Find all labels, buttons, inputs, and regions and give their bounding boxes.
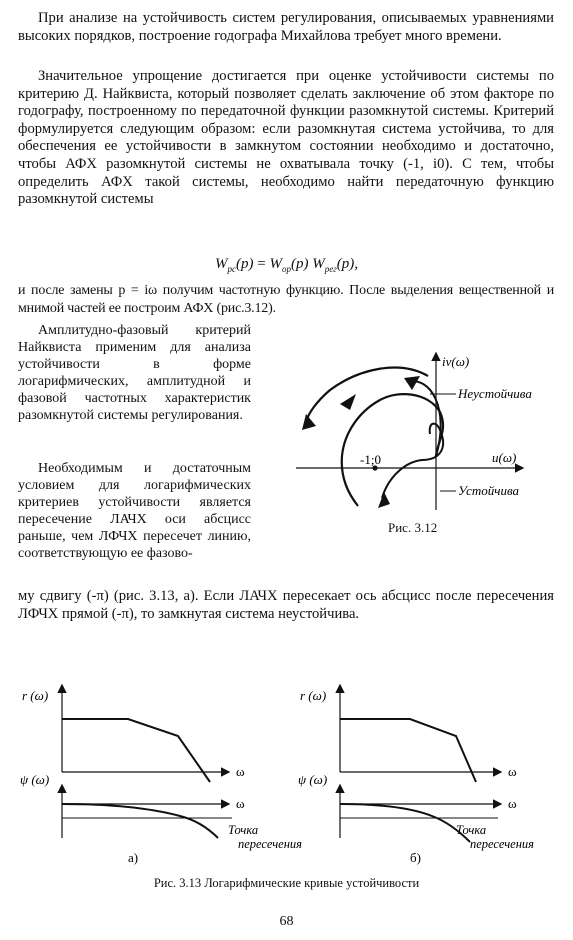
formula-w3: W bbox=[312, 256, 325, 272]
panel-a-omega-2: ω bbox=[236, 796, 245, 811]
unstable-curve bbox=[342, 394, 443, 506]
formula-arg1: (p) bbox=[236, 256, 254, 272]
unstable-curve-arrow bbox=[340, 394, 356, 410]
formula-w1: W bbox=[215, 256, 228, 272]
panel-b-omega-2: ω bbox=[508, 796, 517, 811]
panel-a-point-2: пересечения bbox=[238, 837, 302, 851]
formula-sub-reg: рег bbox=[324, 264, 337, 274]
panel-b-point-1: Точка bbox=[456, 823, 487, 837]
panel-b-lfchh bbox=[340, 804, 470, 842]
y-axis-label: iv(ω) bbox=[442, 354, 470, 369]
figure-3-12-caption: Рис. 3.12 bbox=[388, 520, 438, 535]
panel-b-point-2: пересечения bbox=[470, 837, 534, 851]
panel-b-omega-1: ω bbox=[508, 764, 517, 779]
figure-3-13-caption: Рис. 3.13 Логарифмические кривые устойчивости bbox=[153, 876, 420, 890]
panel-a-lfchh bbox=[62, 804, 218, 838]
column-paragraph-1: Амплитудно-фазовый критерий Найквиста применим для анализа устойчивости в форме логарифмических, амплитудной и фазовой частотных характеристик разомкнутой системы регулирования. bbox=[18, 323, 251, 423]
paragraph-1: При анализе на устойчивость систем регулирования, описываемых уравнениями высоких порядков, построение годографа Михайлова требует много времени. bbox=[18, 10, 554, 44]
panel-b bbox=[298, 686, 534, 865]
transfer-function-formula bbox=[0, 256, 573, 274]
panel-b-letter: б) bbox=[410, 850, 421, 865]
nyquist-figure bbox=[280, 348, 550, 518]
panel-a-letter: а) bbox=[128, 850, 139, 865]
panel-b-psi-label: ψ (ω) bbox=[298, 772, 328, 787]
stable-label: Устойчива bbox=[458, 483, 520, 498]
panel-a-point-1: Точка bbox=[228, 823, 259, 837]
x-axis-label: u(ω) bbox=[492, 450, 517, 465]
paragraph-2: Значительное упрощение достигается при оценке устойчивости системы по критерию Д. Найквиста, который позволяет сделать заключение об этом факторе по годографу, построенному по передаточной функции разомкнутой системы. Критерий формулируется следующим образом: если разомкнутая система устойчива, то для обеспечения ее устойчивости в замкнутом состоянии необходимо и достаточно, чтобы АФХ разомкнутой системы не охватывала точку (-1, i0). С тем, чтобы определить АФХ такой системы, необходимо найти передаточную функцию разомкнутой системы bbox=[18, 68, 554, 208]
formula-sub-rs: рс bbox=[227, 264, 236, 274]
stable-curve-arrow bbox=[378, 492, 390, 508]
panel-b-r-label: r (ω) bbox=[300, 688, 327, 703]
formula-w2: W bbox=[269, 256, 282, 272]
critical-point-label: -1;0 bbox=[360, 452, 381, 467]
formula-eq: = bbox=[253, 256, 270, 272]
page-number: 68 bbox=[279, 914, 294, 929]
log-curves-figure bbox=[0, 670, 573, 870]
panel-a-omega-1: ω bbox=[236, 764, 245, 779]
formula-arg2: (p) bbox=[290, 256, 309, 272]
stable-curve bbox=[382, 424, 443, 498]
panel-a-psi-label: ψ (ω) bbox=[20, 772, 50, 787]
paragraph-3: и после замены p = iω получим частотную функцию. После выделения вещественной и мнимой частей ее построим АФХ (рис.3.12). bbox=[18, 283, 554, 316]
panel-a bbox=[20, 686, 302, 865]
paragraph-4: му сдвигу (-π) (рис. 3.13, а). Если ЛАЧХ пересекает ось абсцисс после пересечения ЛФЧХ прямой (-π), то замкнутая система неустойчива. bbox=[18, 588, 554, 622]
unstable-curve-top-arrow bbox=[404, 376, 420, 390]
unstable-label: Неустойчива bbox=[458, 386, 532, 401]
panel-a-r-label: r (ω) bbox=[22, 688, 49, 703]
formula-end: (p), bbox=[336, 256, 358, 272]
formula-sub-or: ор bbox=[281, 264, 291, 274]
column-paragraph-2: Необходимым и достаточным условием для логарифмических критериев устойчивости является пересечение ЛАЧХ оси абсцисс раньше, чем ЛФЧХ пересечет линию, соответствующую ее фазово- bbox=[18, 461, 251, 561]
